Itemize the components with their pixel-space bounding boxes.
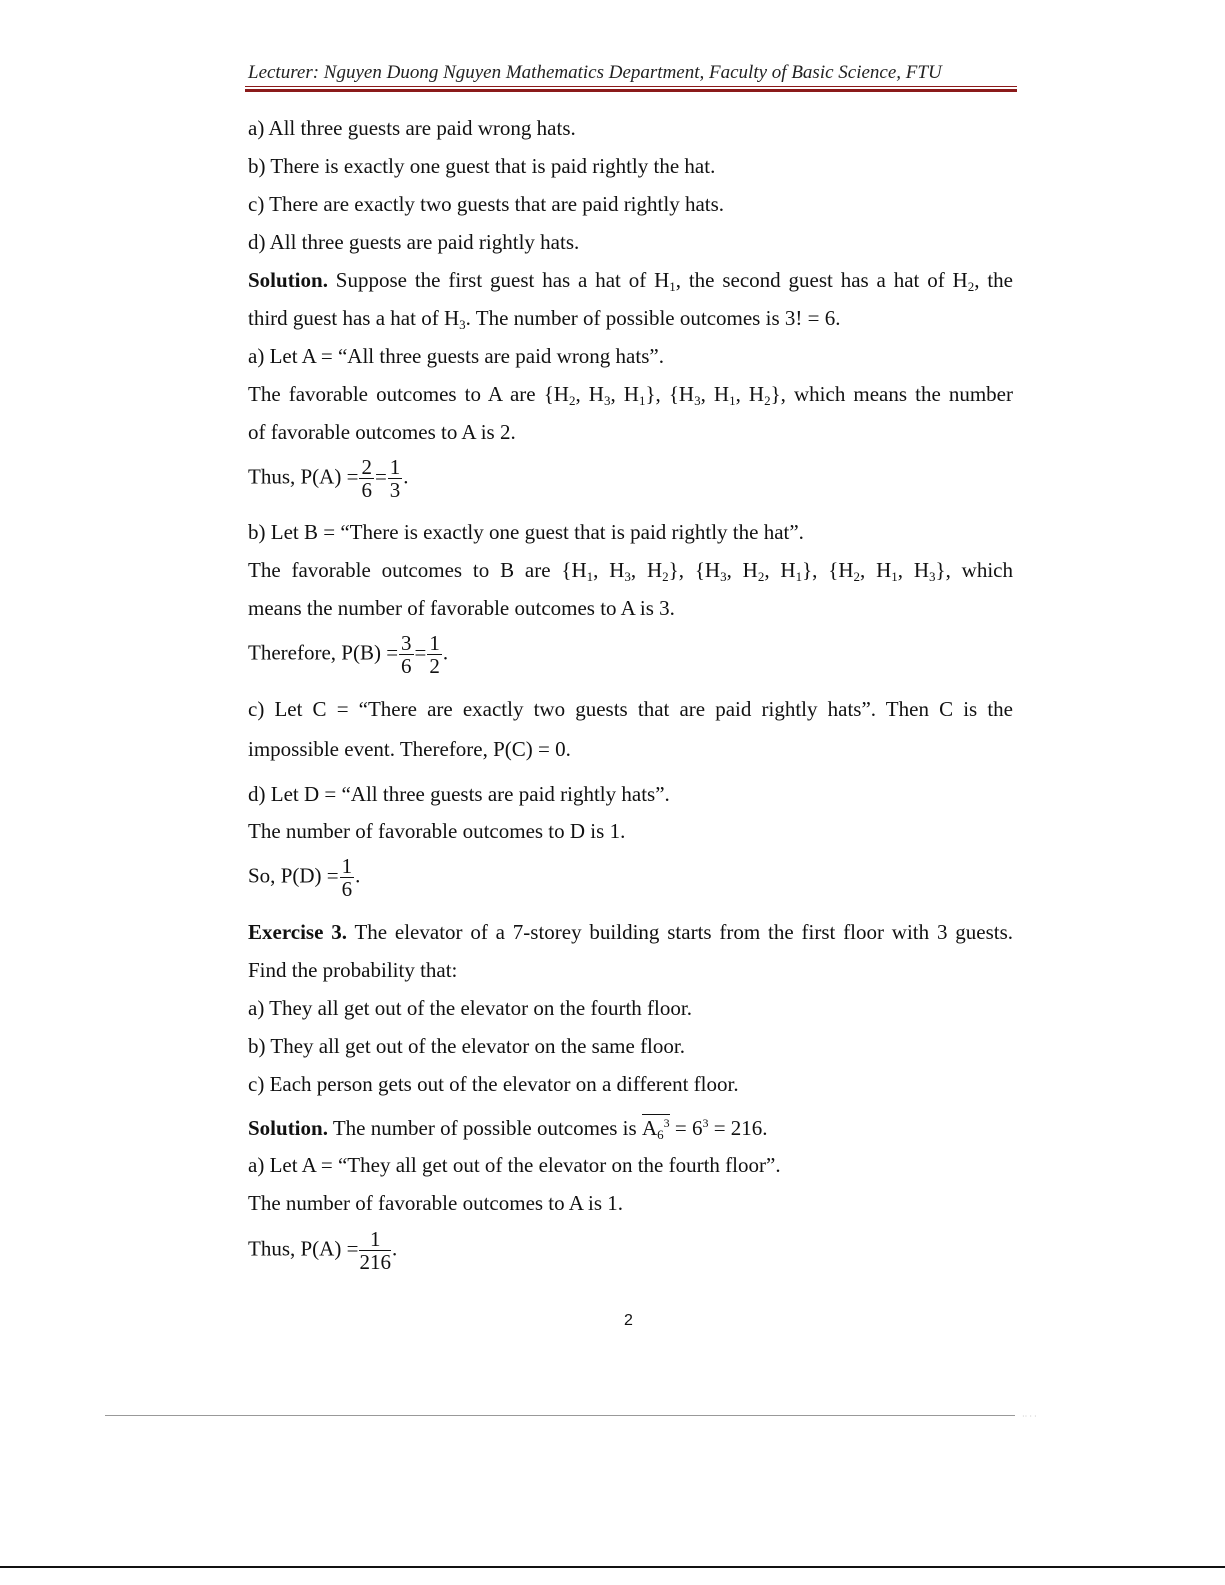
part-d-count: The number of favorable outcomes to D is 1.: [248, 819, 626, 843]
part-c-definition: c) Let C = “There are exactly two guests that are paid rightly hats”. Then C is the: [248, 697, 1013, 721]
exercise-3-part-a-definition: a) Let A = “They all get out of the elevator on the fourth floor”.: [248, 1153, 781, 1177]
question-d: d) All three guests are paid rightly hats.: [248, 230, 580, 254]
part-a-probability: Thus, P(A) = $\frac{2}{6}$ = $\frac{1}{3}$ .: [248, 455, 409, 502]
arrangement-symbol: $A_6^3$: [641, 1116, 670, 1142]
footer-dots: ·· · ·: [1022, 1412, 1037, 1421]
exercise-3-question-b: b) They all get out of the elevator on the same floor.: [248, 1034, 685, 1058]
part-d-probability: So, P(D) = $\frac{1}{6}$ .: [248, 854, 361, 901]
question-b: b) There is exactly one guest that is paid rightly the hat.: [248, 154, 716, 178]
exercise-3-statement: Exercise 3. The elevator of a 7-storey building starts from the first floor with 3 guests.: [248, 920, 1014, 944]
part-a-count: of favorable outcomes to A is 2.: [248, 420, 516, 444]
solution-paragraph: Solution. Suppose the first guest has a hat of $H_1$, the second guest has a hat of $H_2$, the: [248, 268, 1013, 294]
page-number: 2: [624, 1312, 633, 1329]
exercise-3-prompt: Find the probability that:: [248, 958, 458, 982]
exercise-3-solution: Solution. The number of possible outcomes is $A_6^3 = 6^3 = 216$.: [248, 1116, 768, 1142]
part-b-probability: Therefore, P(B) = $\frac{3}{6}$ = $\frac{1}{2}$ .: [248, 631, 449, 678]
exercise-3-question-c: c) Each person gets out of the elevator on a different floor.: [248, 1072, 739, 1096]
exercise-3-part-a-count: The number of favorable outcomes to A is 1.: [248, 1191, 623, 1215]
solution-line-2: third guest has a hat of $H_3$. The number of possible outcomes is 3! = 6.: [248, 306, 841, 332]
part-d-definition: d) Let D = “All three guests are paid rightly hats”.: [248, 782, 670, 806]
exercise-3-part-a-probability: Thus, P(A) = $\frac{1}{216}$ .: [248, 1227, 398, 1274]
part-a-definition: a) Let A = “All three guests are paid wrong hats”.: [248, 344, 664, 368]
question-a: a) All three guests are paid wrong hats.: [248, 116, 576, 140]
header-rule-thick: [245, 89, 1017, 92]
question-c: c) There are exactly two guests that are paid rightly hats.: [248, 192, 725, 216]
header-rule-thin: [245, 86, 1017, 87]
part-a-outcomes: The favorable outcomes to A are {$H_2$, $H_3$, $H_1$}, {$H_3$, $H_1$, $H_2$}, which means the number: [248, 382, 1014, 408]
part-c-result: impossible event. Therefore, P(C) = 0.: [248, 737, 571, 761]
part-b-outcomes: The favorable outcomes to B are {$H_1$, $H_3$, $H_2$}, {$H_3$, $H_2$, $H_1$}, {$H_2$, $H_1$, $H_3$}, which: [248, 558, 1013, 584]
part-b-count: means the number of favorable outcomes to A is 3.: [248, 596, 675, 620]
page-bottom-edge: [0, 1566, 1225, 1568]
page-header: Lecturer: Nguyen Duong Nguyen Mathematics Department, Faculty of Basic Science, FTU: [248, 62, 942, 83]
footer-divider: [105, 1415, 1015, 1416]
exercise-3-question-a: a) They all get out of the elevator on the fourth floor.: [248, 996, 692, 1020]
part-b-definition: b) Let B = “There is exactly one guest that is paid rightly the hat”.: [248, 520, 804, 544]
